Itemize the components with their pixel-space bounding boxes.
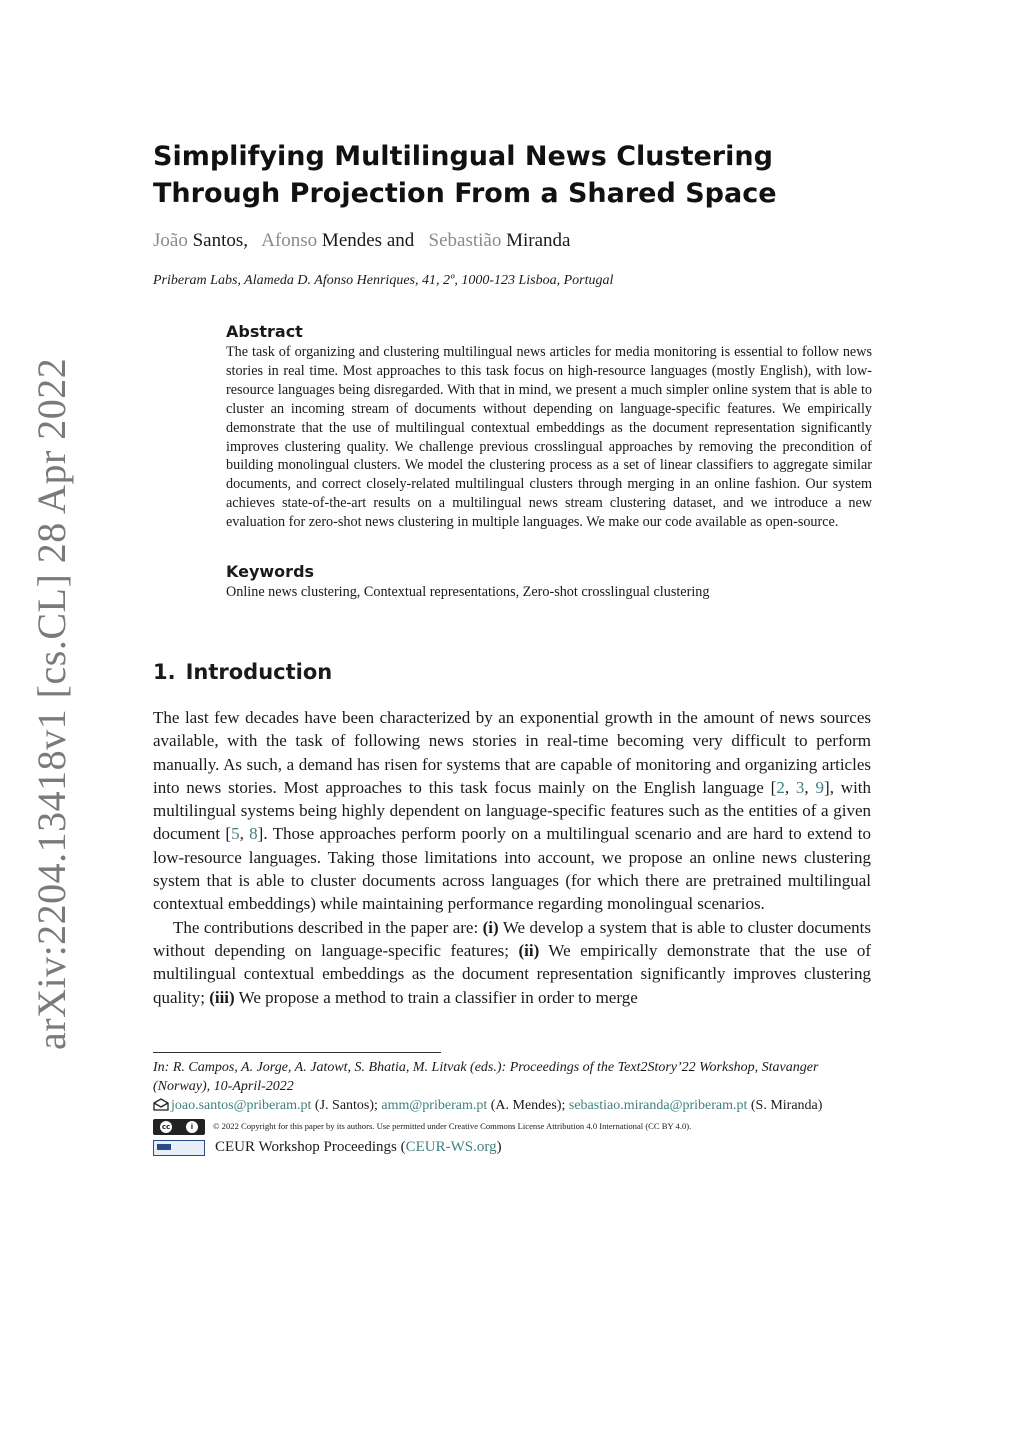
contact-emails: joao.santos@priberam.pt (J. Santos); amm@priberam.pt (A. Mendes); sebastiao.miranda@priberam.pt (S. Miranda) — [153, 1096, 871, 1115]
author: Afonso Mendes and — [261, 230, 415, 251]
author: João Santos, — [153, 230, 249, 251]
abstract-section — [226, 322, 872, 532]
keywords-heading: Keywords — [226, 562, 315, 581]
envelope-icon — [153, 1098, 169, 1111]
ceur-row — [153, 1138, 871, 1157]
introduction-body — [153, 706, 871, 1009]
license-text: © 2022 Copyright for this paper by its authors. Use permitted under Creative Commons License Attribution 4.0 International (CC BY 4.0). — [213, 1121, 692, 1131]
section-number: 1. — [153, 660, 176, 684]
citation-link[interactable]: 3 — [795, 777, 805, 797]
citation-link[interactable]: 2 — [776, 777, 785, 797]
paragraph: The last few decades have been characterized by an exponential growth in the amount of news sources available, with the task of following news stories in real-time becoming very difficult to perform manually. As such, a demand has risen for systems that are capable of monitoring and organizing articles into news stories. Most approaches to this task focus mainly on the English language [2, 3, 9], with multilingual systems being highly dependent on language-specific features such as the entities of a given document [5, 8]. Those approaches perform poorly on a multilingual scenario and are hard to extend to low-resource languages. Taking those limitations into account, we propose an online news clustering system that is able to cluster documents across languages (for which there are pretrained multilingual contextual embeddings) while maintaining performance regarding monolingual scenarios. — [153, 708, 872, 914]
author-list — [153, 230, 570, 252]
affiliation: Priberam Labs, Alameda D. Afonso Henriques, 41, 2º, 1000-123 Lisboa, Portugal — [153, 273, 614, 288]
footnotes — [153, 1058, 871, 1157]
email-link[interactable]: joao.santos@priberam.pt — [171, 1098, 312, 1113]
ceur-text: CEUR Workshop Proceedings (CEUR-WS.org) — [215, 1139, 502, 1155]
ceur-logo-icon — [153, 1140, 205, 1156]
citation-link[interactable]: 8 — [249, 824, 258, 844]
keywords-section — [226, 562, 872, 602]
email-link[interactable]: amm@priberam.pt — [381, 1098, 488, 1113]
paper-title: Simplifying Multilingual News Clustering Through Projection From a Shared Space — [153, 141, 777, 209]
footnote-divider — [153, 1052, 441, 1053]
email-link[interactable]: sebastiao.miranda@priberam.pt — [568, 1098, 748, 1113]
ceur-link[interactable]: CEUR-WS.org — [405, 1139, 497, 1155]
abstract-text: The task of organizing and clustering multilingual news articles for media monitoring is essential to follow news stories in real time. Most approaches to this task focus on high-resource languages (mostly English), with low-resource languages being disregarded. With that in mind, we present a much simpler online system that is able to cluster an incoming stream of documents without depending on language-specific features. We empirically demonstrate that the use of multilingual contextual embeddings as the document representation significantly improves clustering quality. We challenge previous crosslingual approaches by removing the precondition of building monolingual clusters. We model the clustering process as a set of linear classifiers to aggregate similar documents, and correct closely-related multilingual clusters through merging in an online fashion. Our system achieves state-of-the-art results on a multilingual news stream clustering dataset, and we introduce a new evaluation for zero-shot news clustering in multiple languages. We make our code available as open-source. — [226, 344, 872, 531]
author: Sebastião Miranda — [428, 230, 571, 251]
keywords-text: Online news clustering, Contextual representations, Zero-shot crosslingual clustering — [226, 584, 710, 600]
section-title: Introduction — [185, 660, 333, 684]
license-row — [153, 1117, 871, 1136]
cc-by-icon: cc i — [153, 1119, 205, 1135]
citation-link[interactable]: 9 — [815, 777, 825, 797]
section-heading-introduction — [153, 660, 332, 684]
paragraph: The contributions described in the paper are: (i) We develop a system that is able to cluster documents without depending on language-specific features; (ii) We empirically demonstrate that the use of multilingual contextual embeddings as the document representation significantly improves clustering quality; (iii) We propose a method to train a classifier in order to merge — [153, 917, 872, 1007]
arxiv-stamp: arXiv:2204.13418v1 [cs.CL] 28 Apr 2022 — [29, 357, 74, 1050]
citation-link[interactable]: 5 — [231, 824, 240, 844]
abstract-heading: Abstract — [226, 322, 303, 341]
proceedings-note: In: R. Campos, A. Jorge, A. Jatowt, S. Bhatia, M. Litvak (eds.): Proceedings of the Text2Story’22 Workshop, Stavanger (Norway), 10-April-2022 — [153, 1060, 819, 1094]
